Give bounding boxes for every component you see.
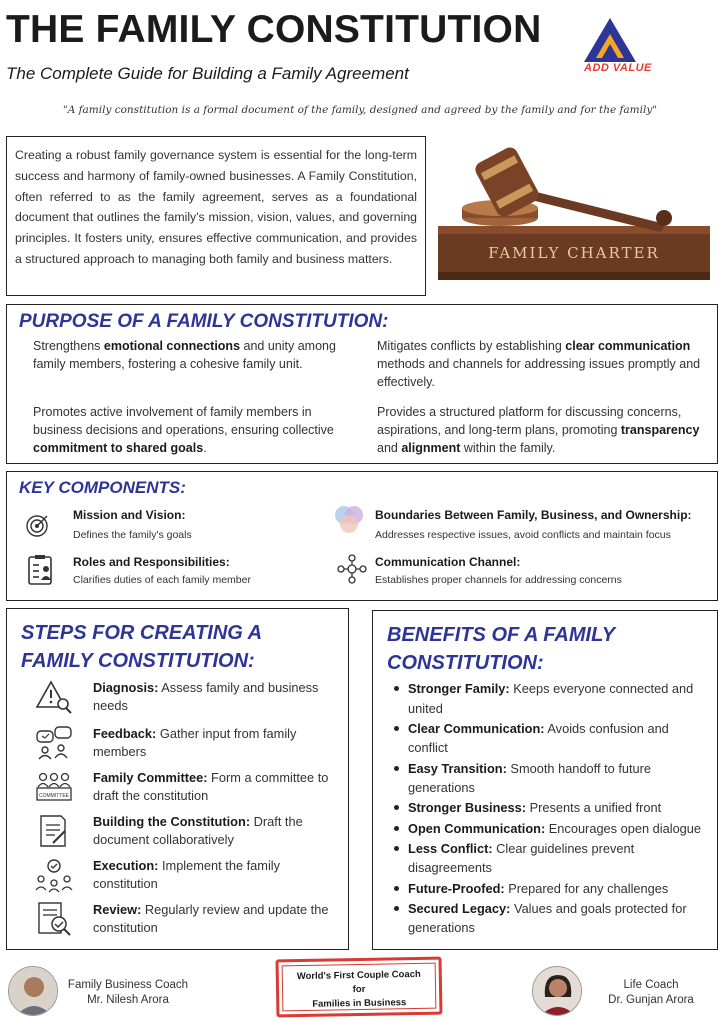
steps-section: STEPS FOR CREATING A FAMILY CONSTITUTION: Diagnosis: Assess family and business needs Feedback: Gather input from family members COMMITTEE Family Committee: Form a committee to draft the constitution Building the Constitution: Draft the document collaboratively Execution: Implement the family constitution Review: Regularly review and update the constitution [6, 608, 349, 950]
committee-icon [35, 769, 73, 805]
page-subtitle: The Complete Guide for Building a Family Agreement [6, 64, 409, 83]
list-item: Open Communication: Encourages open dialogue [391, 819, 711, 839]
coach-stamp: World's First Couple Coach for Families in Business [276, 957, 443, 1018]
benefits-list [391, 679, 711, 938]
kc-title: Roles and Responsibilities: [73, 555, 230, 569]
intro-text: Creating a robust family governance system is essential for the long-term success and harmony of family-owned businesses. A Family Constitution, often referred to as the family agreement, serves as a foundational document that outlines the family's mission, vision, values, and governing principles. It fosters unity, ensures effective communication, and provides a structured approach to managing both family and business matters. [15, 148, 417, 266]
key-components-title: KEY COMPONENTS: [19, 478, 186, 497]
purpose-item: Promotes active involvement of family members in business decisions and operations, ensuring collective commitment to shared goals. [33, 405, 334, 456]
purpose-section [6, 304, 718, 464]
kc-title: Boundaries Between Family, Business, and Ownership: [375, 508, 692, 522]
list-item: Stronger Business: Presents a unified front [391, 798, 711, 818]
list-item: Secured Legacy: Values and goals protected for generations [391, 899, 711, 938]
kc-desc: Establishes proper channels for addressing concerns [375, 574, 622, 586]
coach-right: Life Coach Dr. Gunjan Arora [608, 979, 694, 1006]
purpose-title: PURPOSE OF A FAMILY CONSTITUTION: [19, 311, 389, 332]
kc-desc: Defines the family's goals [73, 529, 192, 541]
steps-title: STEPS FOR CREATING A FAMILY CONSTITUTION: [21, 622, 262, 672]
kc-desc: Addresses respective issues, avoid conflicts and maintain focus [375, 529, 671, 541]
venn-diagram-icon [333, 504, 365, 536]
committee-icon-label: COMMITTEE [39, 793, 69, 799]
quote: "A family constitution is a formal document of the family, designed and agreed by the family and for the family" [62, 104, 658, 116]
person-photo-icon [9, 967, 58, 1016]
network-icon [337, 554, 367, 584]
purpose-item: Mitigates conflicts by establishing clear communication methods and channels for addressing issues promptly and effectively. [377, 339, 701, 390]
avatar [532, 966, 582, 1016]
clipboard-person-icon [27, 554, 55, 586]
target-icon [25, 512, 51, 538]
document-icon [35, 813, 73, 849]
charter-label: FAMILY CHARTER [488, 244, 660, 262]
kc-desc: Clarifies duties of each family member [73, 574, 251, 586]
person-photo-icon [533, 967, 582, 1016]
execution-icon [35, 857, 73, 893]
feedback-icon [35, 725, 73, 761]
purpose-item: Strengthens emotional connections and unity among family members, fostering a cohesive family unit. [33, 339, 336, 372]
diagnosis-icon [35, 679, 73, 715]
list-item: Clear Communication: Avoids confusion and conflict [391, 719, 711, 758]
review-icon [35, 901, 73, 937]
intro-box [6, 136, 426, 296]
list-item: Easy Transition: Smooth handoff to future generations [391, 759, 711, 798]
list-item: Stronger Family: Keeps everyone connected and united [391, 679, 711, 718]
benefits-section [372, 610, 718, 950]
kc-title: Communication Channel: [375, 555, 521, 569]
list-item: Less Conflict: Clear guidelines prevent disagreements [391, 839, 711, 878]
family-charter-image [436, 140, 712, 288]
key-components-section [6, 471, 718, 601]
avatar [8, 966, 58, 1016]
coach-left: Family Business Coach Mr. Nilesh Arora [67, 979, 189, 1006]
kc-title: Mission and Vision: [73, 508, 186, 522]
page-title: THE FAMILY CONSTITUTION [6, 8, 542, 51]
benefits-title: BENEFITS OF A FAMILY CONSTITUTION: [387, 624, 615, 674]
purpose-item: Provides a structured platform for discussing concerns, aspirations, and long-term plans, promoting transparency and alignment within the family. [377, 405, 700, 456]
logo-text: ADD VALUE [584, 62, 652, 74]
list-item: Future-Proofed: Prepared for any challenges [391, 879, 711, 899]
